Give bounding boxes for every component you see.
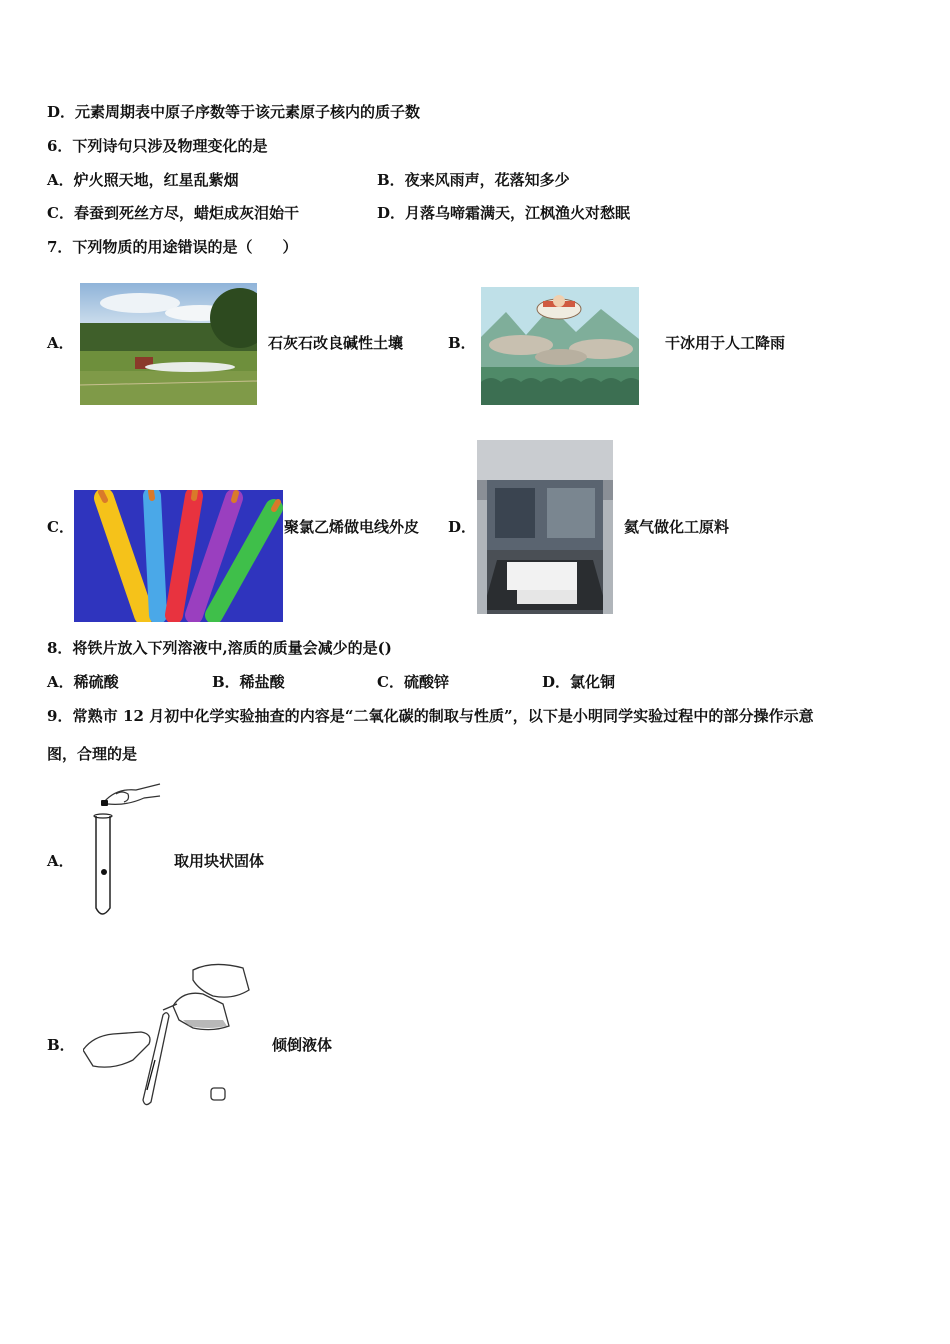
farmland-photo (80, 283, 257, 405)
q8-option-a: A．稀硫酸 (47, 673, 119, 691)
q9-stem-line2: 图，合理的是 (47, 745, 138, 763)
q7-option-a-text: 石灰石改良碱性土壤 (268, 334, 404, 352)
q8-stem: 8．将铁片放入下列溶液中,溶质的质量会减少的是() (47, 639, 392, 657)
test-tube-solid-drawing (86, 780, 162, 922)
q6-stem: 6．下列诗句只涉及物理变化的是 (47, 137, 268, 155)
pouring-liquid-drawing (83, 960, 251, 1110)
q8-option-d: D．氯化铜 (542, 673, 616, 691)
q7-option-d-text: 氦气做化工原料 (624, 518, 730, 536)
q6-option-c: C．春蚕到死丝方尽，蜡炬成灰泪始干 (47, 204, 299, 222)
q6-option-b: B．夜来风雨声，花落知多少 (377, 171, 570, 189)
q8-option-c: C．硫酸锌 (377, 673, 449, 691)
colored-wires-photo (74, 490, 283, 622)
q7-option-b-text: 干冰用于人工降雨 (665, 334, 786, 352)
q9-option-a-letter: A． (47, 852, 74, 870)
q7-option-a-letter: A． (47, 334, 74, 352)
q9-option-b-text: 倾倒液体 (272, 1036, 333, 1054)
q7-stem: 7．下列物质的用途错误的是（ ） (47, 238, 298, 256)
cloud-seeding-cartoon (481, 287, 639, 405)
q9-option-a-text: 取用块状固体 (174, 852, 265, 870)
q6-option-d: D．月落乌啼霜满天，江枫渔火对愁眠 (377, 204, 631, 222)
factory-machine-photo (477, 440, 613, 614)
q7-option-d-letter: D． (448, 518, 477, 536)
q6-option-a: A．炉火照天地，红星乱紫烟 (47, 171, 239, 189)
q5-option-d: D．元素周期表中原子序数等于该元素原子核内的质子数 (47, 103, 421, 121)
q7-option-c-letter: C． (47, 518, 74, 536)
q9-stem-line1: 9．常熟市 12 月初中化学实验抽查的内容是“二氧化碳的制取与性质”，以下是小明同学实验过程中的部分操作示意 (47, 707, 814, 725)
q7-option-b-letter: B． (448, 334, 476, 352)
q7-option-c-text: 聚氯乙烯做电线外皮 (284, 518, 420, 536)
q9-option-b-letter: B． (47, 1036, 75, 1054)
q8-option-b: B．稀盐酸 (212, 673, 285, 691)
